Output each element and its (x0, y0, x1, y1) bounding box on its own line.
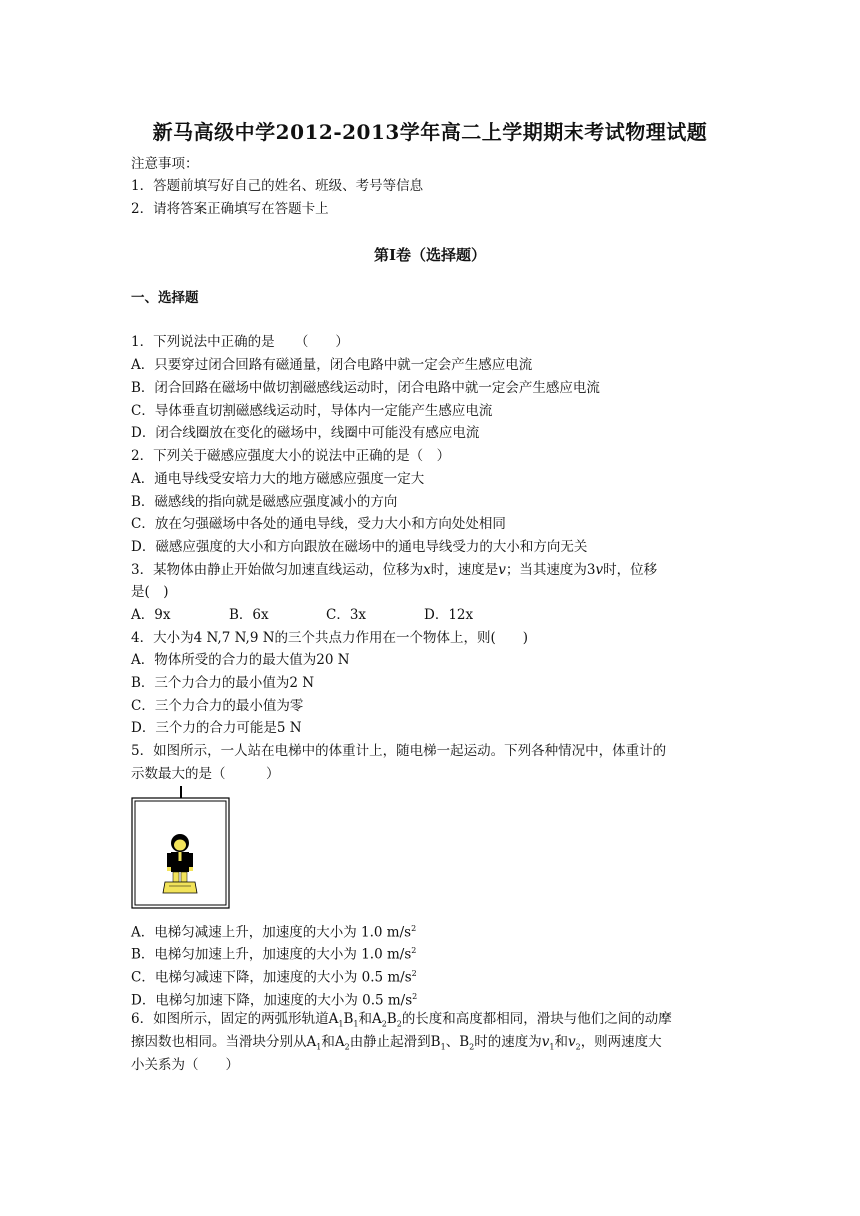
notice-item-1: 1．答题前填写好自己的姓名、班级、考号等信息 (131, 178, 424, 194)
notice-heading: 注意事项： (131, 156, 199, 172)
q4-option-c: C．三个力合力的最小值为零 (131, 698, 304, 714)
elevator-figure (131, 786, 231, 910)
exam-title: 新马高级中学2012-2013学年高二上学期期末考试物理试题 (152, 120, 708, 144)
q2-option-d: D．磁感应强度的大小和方向跟放在磁场中的通电导线受力的大小和方向无关 (131, 539, 588, 555)
q2-option-b: B．磁感线的指向就是磁感应强度减小的方向 (131, 494, 398, 510)
q3-option-b: B．6x (229, 607, 269, 623)
q1-option-b: B．闭合回路在磁场中做切割磁感线运动时，闭合电路中就一定会产生感应电流 (131, 380, 600, 396)
q2-stem: 2．下列关于磁感应强度大小的说法中正确的是（ ） (131, 448, 451, 464)
scale-icon (163, 882, 197, 893)
q1-stem: 1．下列说法中正确的是 （ ） (131, 334, 349, 350)
q5-option-c: C．电梯匀减速下降，加速度的大小为 0.5 $m/s^2$ (131, 969, 417, 986)
q1-option-c: C．导体垂直切割磁感线运动时，导体内一定能产生感应电流 (131, 403, 493, 419)
q4-option-a: A．物体所受的合力的最大值为20 N (131, 652, 350, 668)
person-icon (167, 834, 193, 882)
q5-stem-line2: 示数最大的是（ ） (131, 766, 280, 782)
part-title: 第Ⅰ卷（选择题） (373, 246, 487, 264)
q1-option-d: D．闭合线圈放在变化的磁场中，线圈中可能没有感应电流 (131, 425, 480, 441)
q1-option-a: A．只要穿过闭合回路有磁通量，闭合电路中就一定会产生感应电流 (131, 357, 533, 373)
q4-option-b: B．三个力合力的最小值为2 N (131, 675, 315, 691)
q3-stem: 3．某物体由静止开始做匀加速直线运动，位移为x时，速度是v；当其速度为3v时，位移 (131, 562, 658, 578)
q5-option-b: B．电梯匀加速上升，加速度的大小为 1.0 $m/s^2$ (131, 946, 417, 963)
q5-option-a: A．电梯匀减速上升，加速度的大小为 1.0 $m/s^2$ (131, 924, 417, 941)
q3-option-d: D．12x (424, 607, 474, 623)
q5-stem: 5．如图所示，一人站在电梯中的体重计上，随电梯一起运动。下列各种情况中，体重计的 (131, 743, 667, 759)
q2-option-a: A．通电导线受安培力大的地方磁感应强度一定大 (131, 471, 425, 487)
q3-option-c: C．3x (326, 607, 367, 623)
q4-option-d: D．三个力的合力可能是5 N (131, 720, 302, 736)
q5-option-d: D．电梯匀加速下降，加速度的大小为 0.5 $m/s^2$ (131, 992, 418, 1009)
section-title: 一、选择题 (131, 290, 199, 306)
q6-stem-line2: 擦因数也相同。当滑块分别从$A_1$和$A_2$由静止起滑到$B_1$、$B_2$时的速度为$v_1$和$v_2$，则两速度大 (131, 1034, 662, 1052)
q3-stem-line2: 是( ) (131, 584, 169, 600)
q6-stem-line3: 小关系为（ ） (131, 1057, 239, 1073)
q6-stem: 6．如图所示，固定的两弧形轨道$A_1B_1$和$A_2B_2$的长度和高度都相同，滑块与他们之间的动摩 (131, 1011, 672, 1029)
notice-item-2: 2．请将答案正确填写在答题卡上 (131, 201, 329, 217)
q4-stem: 4．大小为4 N,7 N,9 N的三个共点力作用在一个物体上，则( ) (131, 630, 529, 646)
q3-option-a: A．9x (131, 607, 171, 623)
q2-option-c: C．放在匀强磁场中各处的通电导线，受力大小和方向处处相同 (131, 516, 506, 532)
